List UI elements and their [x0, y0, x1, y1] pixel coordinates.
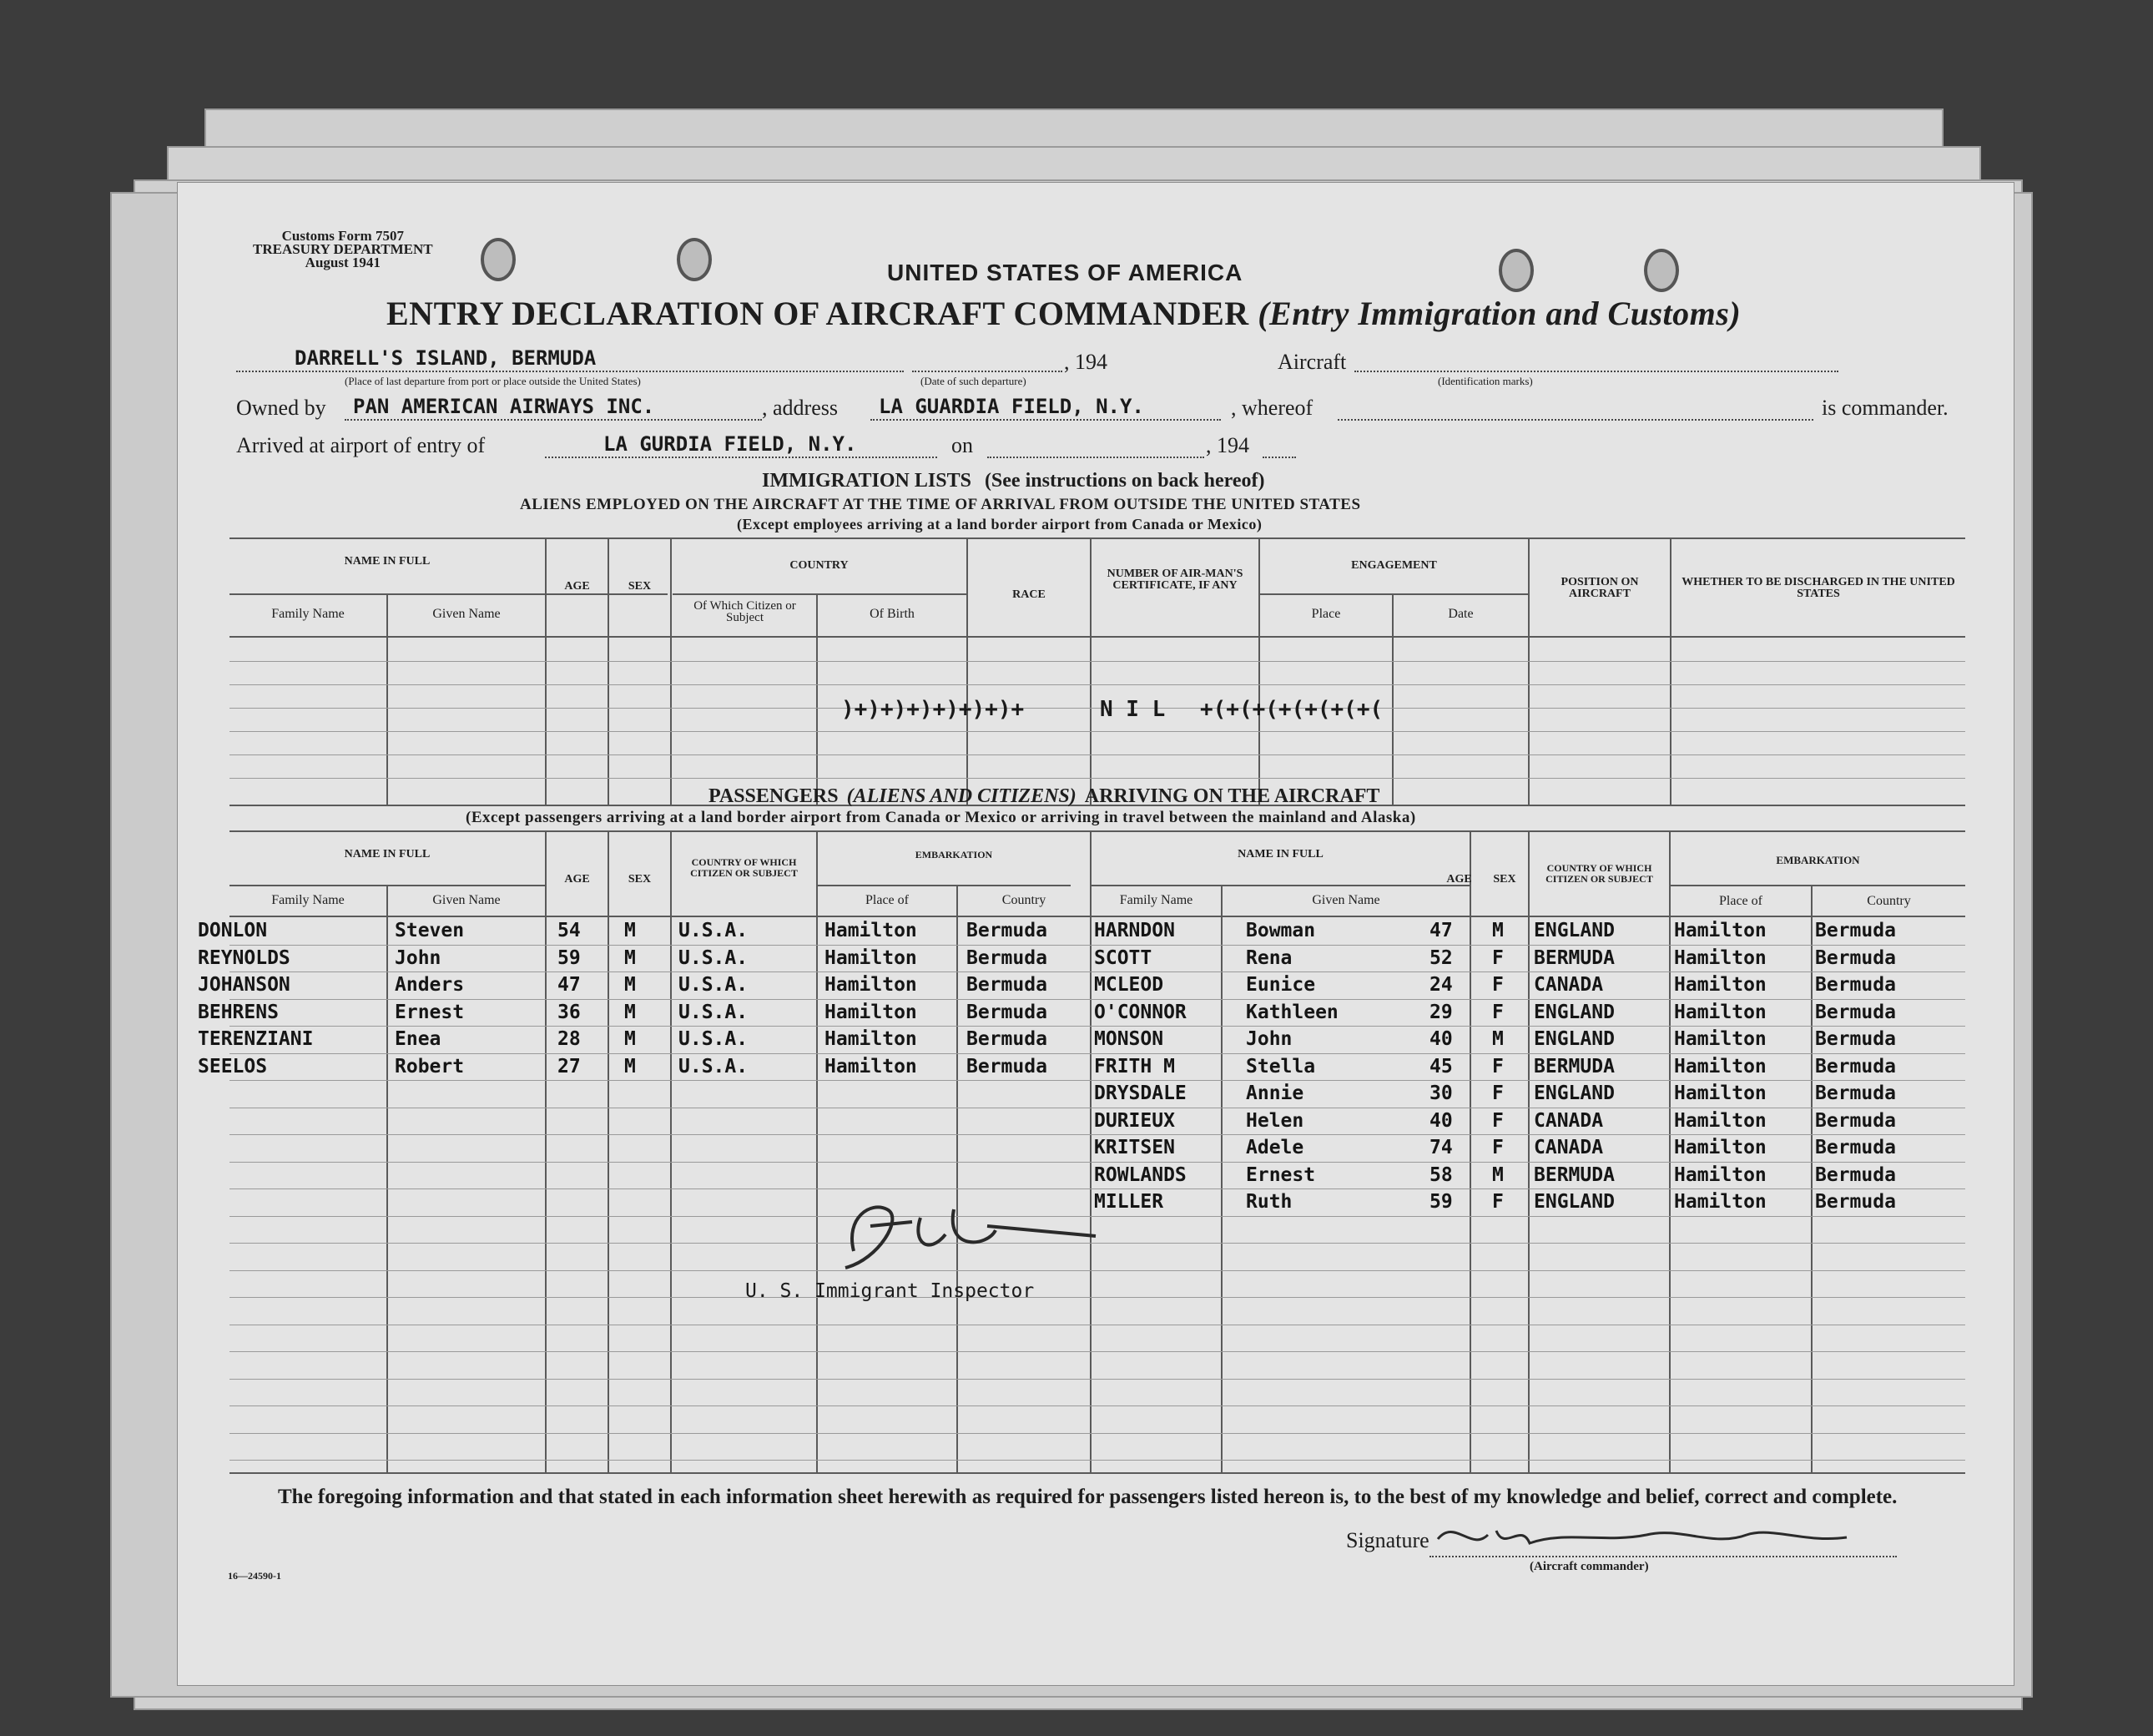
- table-divider: [1258, 537, 1260, 805]
- col-place-of: Place of: [865, 893, 909, 907]
- table-divider: [1090, 537, 1092, 805]
- arrived-label: Arrived at airport of entry of: [236, 433, 486, 457]
- address-line: [870, 419, 1221, 421]
- table-row-rule: [229, 1080, 1965, 1081]
- col-given-name: Given Name: [432, 607, 501, 621]
- signature-caption: (Aircraft commander): [1530, 1560, 1649, 1573]
- passenger-family: DONLON: [198, 920, 268, 941]
- immigration-subtitle: ALIENS EMPLOYED ON THE AIRCRAFT AT THE TIME OF ARRIVAL FROM OUTSIDE THE UNITED STATES: [520, 496, 1361, 513]
- year-label: , 194: [1064, 350, 1107, 374]
- passenger-family: MCLEOD: [1094, 974, 1164, 996]
- airport-value: LA GURDIA FIELD, N.Y.: [603, 432, 857, 456]
- col-age: AGE: [564, 580, 590, 593]
- passenger-country: Bermuda: [1815, 1137, 1896, 1158]
- inspector-signature: [820, 1184, 1104, 1276]
- table-divider: [545, 537, 547, 805]
- col-embarkation: EMBARKATION: [915, 849, 993, 860]
- passenger-place: Hamilton: [1674, 1163, 1767, 1186]
- date-line: [912, 371, 1062, 372]
- whereof-label: , whereof: [1231, 396, 1313, 420]
- table-divider: [670, 537, 672, 805]
- passenger-citizen: U.S.A.: [678, 1001, 749, 1023]
- passenger-sex: M: [624, 1001, 636, 1023]
- passenger-age: 47: [557, 974, 581, 996]
- page-title: [386, 294, 1741, 333]
- passenger-given: Stella: [1246, 1055, 1316, 1077]
- passenger-sex: F: [1492, 974, 1504, 996]
- table-divider: [608, 537, 609, 805]
- table-row-rule: [229, 971, 1965, 972]
- table-divider: [1392, 593, 1394, 805]
- passenger-citizen: CANADA: [1534, 974, 1604, 996]
- on-label: on: [951, 433, 973, 457]
- passenger-sex: F: [1492, 1191, 1504, 1213]
- passenger-place: Hamilton: [1674, 1109, 1767, 1132]
- passenger-age: 28: [557, 1028, 581, 1050]
- passenger-country: Bermuda: [966, 920, 1047, 941]
- passenger-family: JOHANSON: [198, 974, 290, 996]
- table-divider: [1669, 830, 1671, 1472]
- title-sub: (Entry Immigration and Customs): [1258, 295, 1742, 332]
- table-border: [816, 885, 1071, 886]
- table-row-rule: [229, 1460, 1965, 1461]
- is-commander-label: is commander.: [1822, 396, 1949, 420]
- form-number: Customs Form 7507: [281, 228, 404, 244]
- passenger-age: 74: [1429, 1137, 1453, 1158]
- col-place-of-right: Place of: [1719, 894, 1762, 908]
- col-given-name: Given Name: [432, 893, 501, 907]
- passenger-sex: M: [1492, 920, 1504, 941]
- passenger-country: Bermuda: [1815, 1028, 1896, 1050]
- department: TREASURY DEPARTMENT: [253, 241, 433, 257]
- passenger-family: TERENZIANI: [198, 1028, 314, 1050]
- passenger-citizen: CANADA: [1534, 1137, 1604, 1158]
- table-divider: [545, 830, 547, 1472]
- passenger-given: Adele: [1246, 1137, 1304, 1158]
- col-name-in-full-right: NAME IN FULL: [1238, 848, 1324, 860]
- passenger-given: John: [1246, 1028, 1293, 1050]
- typed-strikeout-marks: )+)+)+)+)+)+)+: [841, 697, 1025, 722]
- passenger-sex: M: [624, 1055, 636, 1077]
- col-given-name-right: Given Name: [1312, 893, 1380, 907]
- passenger-age: 45: [1429, 1055, 1453, 1077]
- passenger-citizen: BERMUDA: [1534, 1163, 1615, 1186]
- passenger-age: 52: [1429, 946, 1453, 969]
- passenger-given: Helen: [1246, 1109, 1304, 1132]
- passenger-given: Eunice: [1246, 974, 1316, 996]
- table-row-rule: [229, 684, 1965, 685]
- owner-value: PAN AMERICAN AIRWAYS INC.: [353, 395, 655, 418]
- passenger-sex: F: [1492, 1137, 1504, 1158]
- commander-line: [1338, 419, 1813, 421]
- col-citizen-of: COUNTRY OF WHICH CITIZEN OR SUBJECT: [690, 856, 798, 879]
- country-title: UNITED STATES OF AMERICA: [887, 260, 1243, 285]
- table-row-rule: [229, 661, 1965, 662]
- commander-signature: [1429, 1514, 1863, 1560]
- passenger-place: Hamilton: [1674, 920, 1767, 941]
- owner-line: [345, 419, 762, 421]
- passenger-age: 30: [1429, 1082, 1453, 1104]
- passenger-citizen: U.S.A.: [678, 974, 749, 996]
- passenger-citizen: ENGLAND: [1534, 1001, 1615, 1023]
- passenger-sex: M: [624, 920, 636, 941]
- col-sex-right: SEX: [1493, 873, 1516, 886]
- passenger-place: Hamilton: [824, 1028, 917, 1050]
- passenger-country: Bermuda: [1815, 1082, 1896, 1104]
- passenger-age: 54: [557, 920, 581, 941]
- punch-hole-icon: [677, 238, 712, 281]
- immigration-title: IMMIGRATION LISTS (See instructions on back hereof): [762, 470, 1265, 492]
- passenger-place: Hamilton: [1674, 946, 1767, 969]
- passenger-place: Hamilton: [1674, 974, 1767, 996]
- table-divider: [1528, 830, 1530, 1472]
- passenger-place: Hamilton: [824, 974, 917, 996]
- passenger-place: Hamilton: [1674, 1191, 1767, 1213]
- passenger-country: Bermuda: [966, 1001, 1047, 1023]
- form-date: August 1941: [305, 255, 381, 270]
- passenger-sex: F: [1492, 1082, 1504, 1104]
- address-label: , address: [762, 396, 838, 420]
- passenger-citizen: U.S.A.: [678, 1055, 749, 1077]
- table-border: [229, 830, 1965, 832]
- table-divider: [386, 885, 388, 1472]
- passenger-place: Hamilton: [1674, 1055, 1767, 1077]
- declaration-text: The foregoing information and that stated in each information sheet herewith as required for passengers listed hereon is, to the best of my knowledge and belief, correct and complete.: [278, 1486, 1898, 1508]
- passenger-family: ROWLANDS: [1094, 1163, 1187, 1186]
- passenger-given: Ernest: [1246, 1163, 1316, 1186]
- table-border: [229, 593, 668, 595]
- passenger-given: Kathleen: [1246, 1001, 1339, 1023]
- passenger-given: Anders: [395, 974, 465, 996]
- punch-hole-icon: [481, 238, 516, 281]
- table-divider: [1811, 885, 1813, 1472]
- passenger-age: 27: [557, 1055, 581, 1077]
- passenger-family: SEELOS: [198, 1055, 268, 1077]
- departure-caption: (Place of last departure from port or place outside the United States): [345, 375, 641, 387]
- col-citizen-of: Of Which Citizen or Subject: [693, 599, 796, 624]
- passenger-family: KRITSEN: [1094, 1137, 1175, 1158]
- entry-declaration-form: [177, 182, 2014, 1686]
- passenger-country: Bermuda: [966, 946, 1047, 969]
- owned-by-label: Owned by: [236, 396, 326, 420]
- passenger-sex: F: [1492, 946, 1504, 969]
- table-divider: [1221, 885, 1223, 1472]
- passenger-family: DRYSDALE: [1094, 1082, 1187, 1104]
- passenger-country: Bermuda: [1815, 1001, 1896, 1023]
- departure-place: DARRELL'S ISLAND, BERMUDA: [295, 346, 597, 370]
- passenger-age: 47: [1429, 920, 1453, 941]
- col-sex: SEX: [628, 580, 652, 593]
- col-country: Country: [1001, 893, 1046, 907]
- passenger-age: 59: [1429, 1191, 1453, 1213]
- passenger-place: Hamilton: [824, 1001, 917, 1023]
- passenger-country: Bermuda: [1815, 974, 1896, 996]
- passenger-citizen: BERMUDA: [1534, 1055, 1615, 1077]
- col-citizen-of-right: COUNTRY OF WHICH CITIZEN OR SUBJECT: [1545, 862, 1653, 885]
- passenger-country: Bermuda: [1815, 1191, 1896, 1213]
- form-identifier: [253, 230, 433, 270]
- table-border: [1669, 885, 1965, 886]
- passenger-family: REYNOLDS: [198, 946, 290, 969]
- col-country-right: Country: [1867, 894, 1911, 908]
- passenger-citizen: ENGLAND: [1534, 1082, 1615, 1104]
- passenger-family: HARNDON: [1094, 920, 1175, 941]
- col-family-name-right: Family Name: [1119, 893, 1193, 907]
- table-divider: [608, 830, 609, 1472]
- passenger-country: Bermuda: [966, 974, 1047, 996]
- table-border: [229, 1472, 1965, 1474]
- col-name-in-full: NAME IN FULL: [344, 848, 431, 860]
- aircraft-line: [1354, 371, 1838, 372]
- table-row-rule: [229, 1134, 1965, 1135]
- passenger-sex: F: [1492, 1001, 1504, 1023]
- table-row-rule: [229, 1297, 1965, 1298]
- col-place: Place: [1311, 607, 1341, 621]
- table-divider: [670, 830, 672, 1472]
- table-row-rule: [229, 945, 1965, 946]
- punch-hole-icon: [1499, 249, 1534, 292]
- passenger-family: MILLER: [1094, 1191, 1164, 1213]
- passenger-country: Bermuda: [1815, 946, 1896, 969]
- inspector-title: U. S. Immigrant Inspector: [745, 1280, 1035, 1302]
- col-sex: SEX: [628, 873, 652, 886]
- passenger-family: MONSON: [1094, 1028, 1164, 1050]
- typed-strikeout-marks: +(+(+(+(+(+(+(: [1200, 697, 1384, 722]
- table-divider: [386, 593, 388, 805]
- col-certificate: NUMBER OF AIR-MAN'S CERTIFICATE, IF ANY: [1107, 568, 1243, 592]
- table-border: [229, 916, 1965, 917]
- passenger-place: Hamilton: [1674, 1028, 1767, 1050]
- passenger-given: Annie: [1246, 1082, 1304, 1104]
- table-row-rule: [229, 999, 1965, 1000]
- passenger-age: 58: [1429, 1163, 1453, 1186]
- passenger-place: Hamilton: [824, 946, 917, 969]
- col-embarkation-right: EMBARKATION: [1776, 854, 1860, 866]
- passenger-citizen: BERMUDA: [1534, 946, 1615, 969]
- arrival-date-line: [987, 457, 1204, 458]
- footer-code: 16—24590-1: [228, 1570, 281, 1582]
- passenger-country: Bermuda: [966, 1055, 1047, 1077]
- passenger-family: O'CONNOR: [1094, 1001, 1187, 1023]
- table-border: [229, 636, 1965, 638]
- table-row-rule: [229, 1162, 1965, 1163]
- table-border: [229, 537, 1965, 539]
- nil-entry: N I L: [1100, 697, 1166, 722]
- passenger-citizen: ENGLAND: [1534, 1191, 1615, 1213]
- address-value: LA GUARDIA FIELD, N.Y.: [879, 395, 1144, 418]
- passenger-place: Hamilton: [1674, 1082, 1767, 1104]
- passenger-family: DURIEUX: [1094, 1109, 1175, 1132]
- passenger-citizen: U.S.A.: [678, 946, 749, 969]
- passenger-citizen: ENGLAND: [1534, 1028, 1615, 1050]
- passenger-place: Hamilton: [1674, 1137, 1767, 1158]
- signature-label: Signature: [1346, 1528, 1429, 1552]
- passenger-family: BEHRENS: [198, 1001, 279, 1023]
- table-row-rule: [229, 778, 1965, 779]
- table-row-rule: [229, 731, 1965, 732]
- passenger-family: SCOTT: [1094, 946, 1152, 969]
- table-row-rule: [229, 1433, 1965, 1434]
- departure-line: [236, 371, 904, 372]
- year-line: [1263, 457, 1296, 458]
- passenger-country: Bermuda: [1815, 1109, 1896, 1132]
- date-caption: (Date of such departure): [920, 375, 1026, 387]
- passengers-subtitle: (Except passengers arriving at a land border airport from Canada or Mexico or arriving in travel between the mainland and Alaska): [466, 809, 1416, 826]
- col-name-in-full: NAME IN FULL: [344, 555, 431, 568]
- table-divider: [816, 830, 818, 1472]
- col-family-name: Family Name: [271, 893, 345, 907]
- col-race: RACE: [1012, 588, 1046, 601]
- passenger-sex: F: [1492, 1055, 1504, 1077]
- col-country: COUNTRY: [789, 559, 849, 572]
- table-row-rule: [229, 1351, 1965, 1352]
- passenger-citizen: ENGLAND: [1534, 920, 1615, 941]
- punch-hole-icon: [1644, 249, 1679, 292]
- table-divider: [1470, 830, 1471, 1472]
- col-age-right: AGE: [1446, 873, 1472, 886]
- col-date: Date: [1448, 607, 1474, 621]
- passenger-citizen: CANADA: [1534, 1109, 1604, 1132]
- airport-line: [545, 457, 937, 458]
- table-border: [673, 593, 966, 595]
- passenger-given: Steven: [395, 920, 465, 941]
- table-divider: [816, 593, 818, 805]
- passenger-sex: F: [1492, 1109, 1504, 1132]
- table-row-rule: [229, 1379, 1965, 1380]
- passenger-country: Bermuda: [1815, 920, 1896, 941]
- passenger-place: Hamilton: [1674, 1001, 1767, 1023]
- svg-text:D D Ewell: D D Ewell: [887, 1234, 892, 1235]
- passenger-age: 36: [557, 1001, 581, 1023]
- passenger-given: Ruth: [1246, 1191, 1293, 1213]
- table-divider: [1090, 830, 1092, 1472]
- passenger-age: 59: [557, 946, 581, 969]
- passenger-place: Hamilton: [824, 920, 917, 941]
- col-engagement: ENGAGEMENT: [1351, 559, 1437, 572]
- passenger-citizen: U.S.A.: [678, 920, 749, 941]
- passenger-sex: M: [624, 1028, 636, 1050]
- aircraft-caption: (Identification marks): [1438, 375, 1533, 387]
- passenger-sex: M: [1492, 1163, 1504, 1186]
- passenger-sex: M: [624, 946, 636, 969]
- passenger-given: Rena: [1246, 946, 1293, 969]
- passenger-given: Robert: [395, 1055, 465, 1077]
- table-divider: [966, 537, 968, 805]
- passenger-sex: M: [1492, 1028, 1504, 1050]
- passenger-sex: M: [624, 974, 636, 996]
- col-age: AGE: [564, 873, 590, 886]
- table-border: [1090, 885, 1470, 886]
- passenger-given: Enea: [395, 1028, 441, 1050]
- year-label-2: , 194: [1206, 433, 1249, 457]
- passenger-place: Hamilton: [824, 1055, 917, 1077]
- passenger-country: Bermuda: [966, 1028, 1047, 1050]
- immigration-subtitle-note: (Except employees arriving at a land border airport from Canada or Mexico): [737, 516, 1263, 532]
- passenger-age: 40: [1429, 1028, 1453, 1050]
- col-position: POSITION ON AIRCRAFT: [1561, 576, 1639, 600]
- passenger-country: Bermuda: [1815, 1055, 1896, 1077]
- col-discharged: WHETHER TO BE DISCHARGED IN THE UNITED STATES: [1682, 576, 1955, 600]
- table-row-rule: [229, 1026, 1965, 1027]
- col-family-name: Family Name: [271, 607, 345, 621]
- table-row-rule: [229, 754, 1965, 755]
- passenger-age: 24: [1429, 974, 1453, 996]
- passenger-given: Ernest: [395, 1001, 465, 1023]
- title-main: ENTRY DECLARATION OF AIRCRAFT COMMANDER: [386, 295, 1249, 332]
- col-of-birth: Of Birth: [870, 607, 915, 621]
- table-divider: [956, 885, 958, 1472]
- passenger-age: 29: [1429, 1001, 1453, 1023]
- aircraft-label: Aircraft: [1278, 350, 1347, 374]
- table-row-rule: [229, 1053, 1965, 1054]
- passenger-family: FRITH M: [1094, 1055, 1175, 1077]
- passenger-given: Bowman: [1246, 920, 1316, 941]
- passenger-citizen: U.S.A.: [678, 1028, 749, 1050]
- passenger-country: Bermuda: [1815, 1163, 1896, 1186]
- passenger-age: 40: [1429, 1109, 1453, 1132]
- passengers-title: PASSENGERS (ALIENS AND CITIZENS) ARRIVING ON THE AIRCRAFT: [708, 785, 1380, 807]
- table-row-rule: [229, 1405, 1965, 1406]
- table-row-rule: [229, 708, 1965, 709]
- passenger-given: John: [395, 946, 441, 969]
